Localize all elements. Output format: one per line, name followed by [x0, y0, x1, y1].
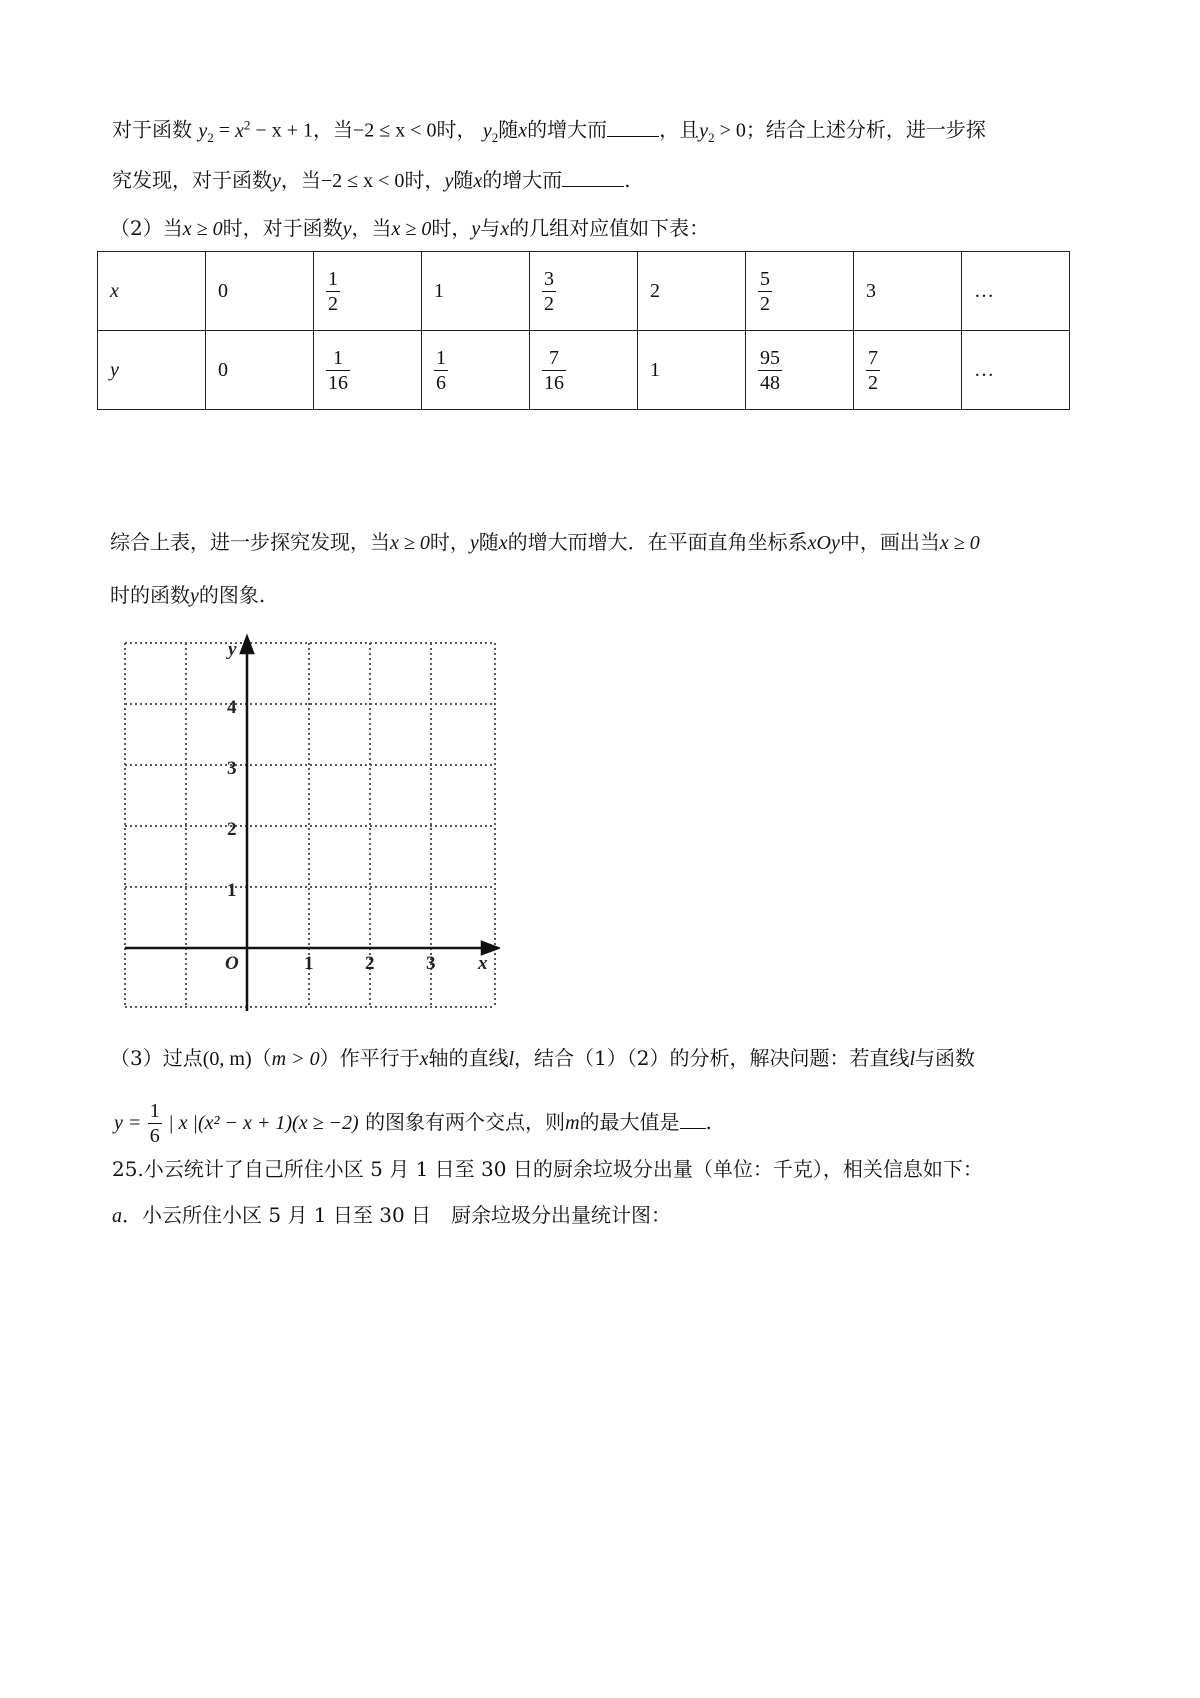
text: 的最大值是 [579, 1110, 680, 1134]
text: 时， [404, 168, 445, 192]
summary-line-2 [110, 580, 265, 611]
math-cond: x ≥ 0 [939, 532, 980, 554]
part3-line-1 [110, 1043, 975, 1074]
y-tick-label: 1 [227, 880, 237, 901]
math-point: (0, m) [202, 1048, 252, 1070]
text: 中，画出当 [839, 530, 940, 554]
table-cell: … [962, 252, 1070, 331]
math-y2c: $y_2$ [699, 119, 715, 145]
item-a-text: ．小云所住小区 5 月 1 日至 30 日 厨余垃圾分出量统计图： [122, 1203, 672, 1227]
text: 的图象有两个交点，则 [365, 1110, 566, 1134]
text: ；结合上述分析，进一步探 [745, 117, 986, 142]
part3-line-2 [114, 1092, 712, 1153]
text: 究发现，对于函数 [112, 168, 272, 192]
text: 的增大而 [527, 117, 608, 142]
item-label-a: a [112, 1205, 122, 1227]
part2-intro [110, 213, 709, 244]
text: 的增大而增大．在平面直角坐标系 [507, 530, 808, 554]
text: 与 [480, 216, 501, 240]
math: − x + 1 [250, 119, 313, 142]
math-cond: x ≥ 0 [391, 218, 432, 240]
q25-line-1 [112, 1154, 983, 1184]
math-l: l [508, 1048, 515, 1070]
table-row-y [98, 331, 1070, 410]
y-axis-label: y [228, 639, 237, 660]
table-row-x [98, 252, 1070, 331]
text: （2）当 [110, 216, 183, 240]
answer-blank-1[interactable] [607, 114, 659, 137]
table-cell: … [962, 331, 1070, 410]
table-cell: 3 [854, 252, 962, 331]
text: 的图象. [198, 583, 266, 607]
math: = [213, 119, 236, 142]
math-mcond: m > 0 [271, 1048, 320, 1070]
math-y: y [190, 585, 199, 607]
table-cell: $\frac{7}{2}$ [854, 331, 962, 410]
text: （3）过点 [110, 1046, 203, 1070]
table-cell: 1 [638, 331, 746, 410]
math-x: x [419, 1048, 429, 1070]
math-cond: x ≥ 0 [390, 532, 430, 554]
x-tick-label: 3 [426, 953, 436, 974]
text-line-1 [112, 110, 986, 153]
text: 的增大而 [482, 168, 563, 192]
text: 随 [498, 117, 519, 142]
math-y2: $y_2$ [198, 119, 214, 145]
table-cell: $\frac{95}{48}$ [746, 331, 854, 410]
text: 随 [453, 168, 474, 192]
text: ，当 [280, 168, 321, 192]
table-cell: 0 [206, 252, 314, 331]
text: 与函数 [915, 1046, 976, 1070]
formula-fraction: $\frac{1}{6}$ [149, 1100, 160, 1147]
table-header-y: y [98, 331, 206, 410]
table-header-x: x [98, 252, 206, 331]
math-range: −2 ≤ x < 0 [320, 170, 405, 192]
table-cell: $\frac{3}{2}$ [530, 252, 638, 331]
text: . [705, 1110, 712, 1134]
formula-rhs: | x |(x² − x + 1)(x ≥ −2) [168, 1112, 359, 1134]
table-cell: $\frac{1}{2}$ [314, 252, 422, 331]
math-xoy: xOy [807, 532, 840, 554]
text: 时， [436, 117, 477, 142]
math: > 0 [714, 119, 746, 142]
text: 时， [429, 530, 470, 554]
math-y: y [444, 170, 454, 192]
q25-line-2 [112, 1200, 671, 1231]
text: 轴的直线 [428, 1046, 509, 1070]
summary-line-1 [110, 527, 980, 558]
math-y: y [342, 218, 352, 240]
answer-blank-2[interactable] [562, 164, 624, 187]
table-cell: $\frac{1}{16}$ [314, 331, 422, 410]
x-axis-label: x [478, 953, 488, 974]
x-tick-label: 2 [365, 953, 375, 974]
text: ，当 [351, 216, 392, 240]
table-cell: $\frac{1}{6}$ [422, 331, 530, 410]
text: （ [251, 1046, 272, 1070]
text: ）作平行于 [319, 1046, 420, 1070]
text-line-2 [112, 164, 631, 196]
math-y: y [469, 532, 479, 554]
x-tick-label: 1 [304, 953, 314, 974]
value-table [97, 251, 1070, 410]
y-tick-label: 3 [227, 758, 237, 779]
table-cell: 1 [422, 252, 530, 331]
math-x: x [518, 119, 528, 142]
math-cond: x ≥ 0 [182, 218, 223, 240]
math-x: x [473, 170, 483, 192]
math-l: l [909, 1048, 916, 1070]
math-x: x [498, 532, 508, 554]
math-y: y [272, 170, 281, 192]
math-y: y [471, 218, 481, 240]
table-cell: 0 [206, 331, 314, 410]
coordinate-grid [120, 633, 500, 1013]
y-tick-label: 4 [227, 697, 237, 718]
math-x2: $x^2$ [235, 117, 251, 142]
text: . [624, 168, 631, 192]
table-cell: $\frac{7}{16}$ [530, 331, 638, 410]
text: 的几组对应值如下表： [509, 216, 710, 240]
answer-blank-3[interactable] [680, 1106, 706, 1129]
origin-label: O [225, 953, 239, 974]
text: 时，对于函数 [222, 216, 343, 240]
table-cell: $\frac{5}{2}$ [746, 252, 854, 331]
text: ，结合（1）（2）的分析，解决问题：若直线 [514, 1046, 910, 1070]
text: ，且 [659, 117, 700, 142]
math-m: m [565, 1112, 580, 1134]
table-cell: 2 [638, 252, 746, 331]
question-25-text: 25.小云统计了自己所住小区 5 月 1 日至 30 日的厨余垃圾分出量（单位：千克），相关信息如下： [112, 1157, 983, 1181]
math-x: x [500, 218, 510, 240]
text: 时， [431, 216, 472, 240]
math-range: −2 ≤ x < 0 [352, 119, 437, 142]
text: 随 [478, 530, 499, 554]
text: 对于函数 [112, 117, 192, 142]
formula-lhs: y = [114, 1112, 142, 1134]
text: 时的函数 [110, 583, 190, 607]
text: 综合上表，进一步探究发现，当 [110, 530, 390, 554]
text: ，当 [312, 117, 353, 142]
math-y2b: $y_2$ [482, 119, 499, 145]
y-tick-label: 2 [227, 819, 237, 840]
